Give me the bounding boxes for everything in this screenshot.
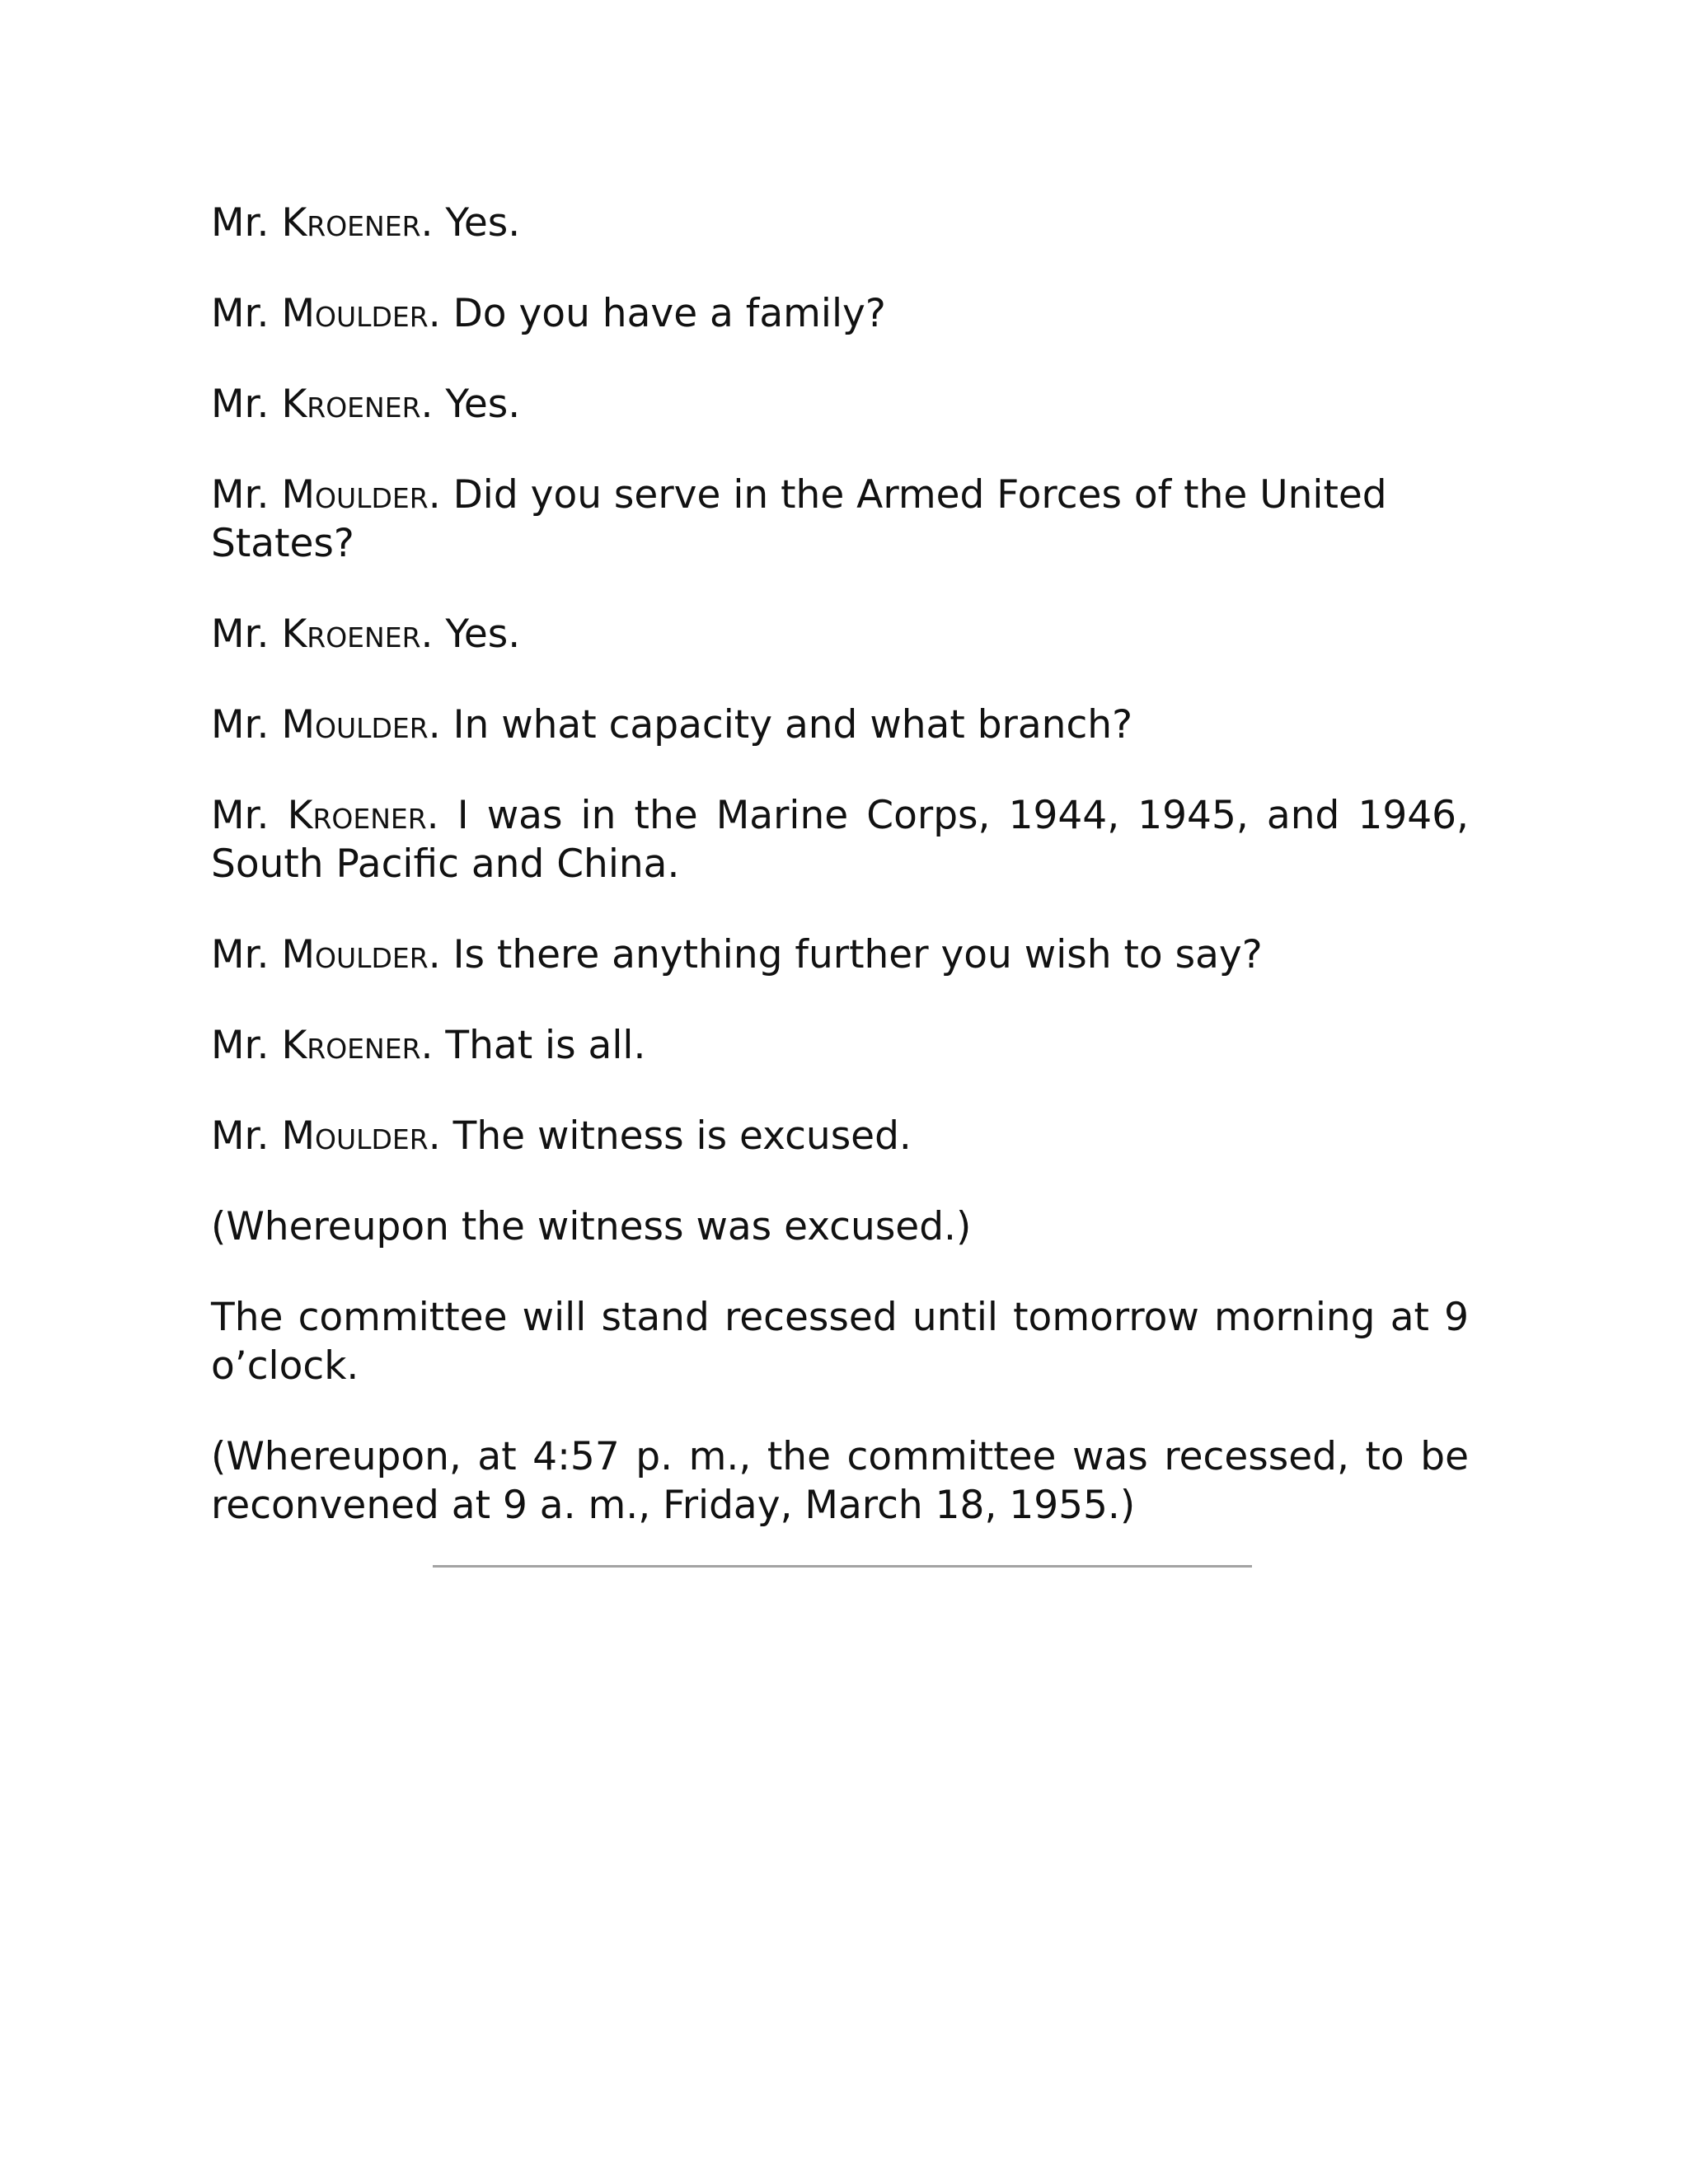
honorific: Mr. <box>211 200 270 246</box>
witness-excused-note: (Whereupon the witness was excused.) <box>211 1204 972 1249</box>
speaker-name: Moulder <box>281 702 429 748</box>
committee-recess-statement: The committee will stand recessed until tomorrow morning at 9 o’clock. <box>211 1295 1469 1389</box>
line-text: Do you have a family? <box>452 291 886 336</box>
honorific: Mr. <box>211 472 270 518</box>
honorific: Mr. <box>211 1113 270 1159</box>
transcript-line: Mr. Kroener. Yes. <box>211 200 521 246</box>
transcript-line: Mr. Moulder. Do you have a family? <box>211 291 886 336</box>
line-text: I was in the Marine Corps, 1944, 1945, and 1946, South Pacific and China. <box>211 793 1469 887</box>
line-text: That is all. <box>445 1023 646 1068</box>
honorific: Mr. <box>211 793 270 838</box>
transcript-line: Mr. Moulder. The witness is excused. <box>211 1113 912 1159</box>
honorific: Mr. <box>211 702 270 748</box>
speaker-name: Moulder <box>281 472 429 518</box>
line-text: Yes. <box>445 200 521 246</box>
document-page <box>211 199 1469 1572</box>
honorific: Mr. <box>211 612 270 657</box>
speaker-name: Kroener <box>281 382 421 427</box>
line-text: Yes. <box>445 382 521 427</box>
section-divider <box>433 1565 1252 1568</box>
transcript-line: Mr. Kroener. That is all. <box>211 1023 646 1068</box>
speaker-name: Kroener <box>281 200 421 246</box>
transcript-line: Mr. Kroener. I was in the Marine Corps, 1944, 1945, and 1946, South Pacific and China. <box>211 793 1469 887</box>
speaker-name: Moulder <box>281 1113 429 1159</box>
speaker-name: Kroener <box>281 612 421 657</box>
speaker-name: Kroener <box>281 1023 421 1068</box>
transcript-line: Mr. Moulder. In what capacity and what branch? <box>211 702 1133 748</box>
honorific: Mr. <box>211 291 270 336</box>
line-text: Did you serve in the Armed Forces of the United States? <box>211 472 1387 566</box>
honorific: Mr. <box>211 1023 270 1068</box>
line-text: In what capacity and what branch? <box>452 702 1133 748</box>
line-text: Yes. <box>445 612 521 657</box>
speaker-name: Moulder <box>281 291 429 336</box>
recess-note: (Whereupon, at 4:57 p. m., the committee was recessed, to be reconvened at 9 a. m., Friday, March 18, 1955.) <box>211 1434 1469 1528</box>
line-text: The witness is excused. <box>452 1113 912 1159</box>
honorific: Mr. <box>211 382 270 427</box>
honorific: Mr. <box>211 932 270 977</box>
speaker-name: Moulder <box>281 932 429 977</box>
transcript-line: Mr. Kroener. Yes. <box>211 612 521 657</box>
transcript-line: Mr. Moulder. Did you serve in the Armed Forces of the United States? <box>211 472 1387 566</box>
transcript-line: Mr. Kroener. Yes. <box>211 382 521 427</box>
transcript-line: Mr. Moulder. Is there anything further you wish to say? <box>211 932 1263 977</box>
speaker-name: Kroener <box>287 793 427 838</box>
line-text: Is there anything further you wish to say? <box>452 932 1263 977</box>
